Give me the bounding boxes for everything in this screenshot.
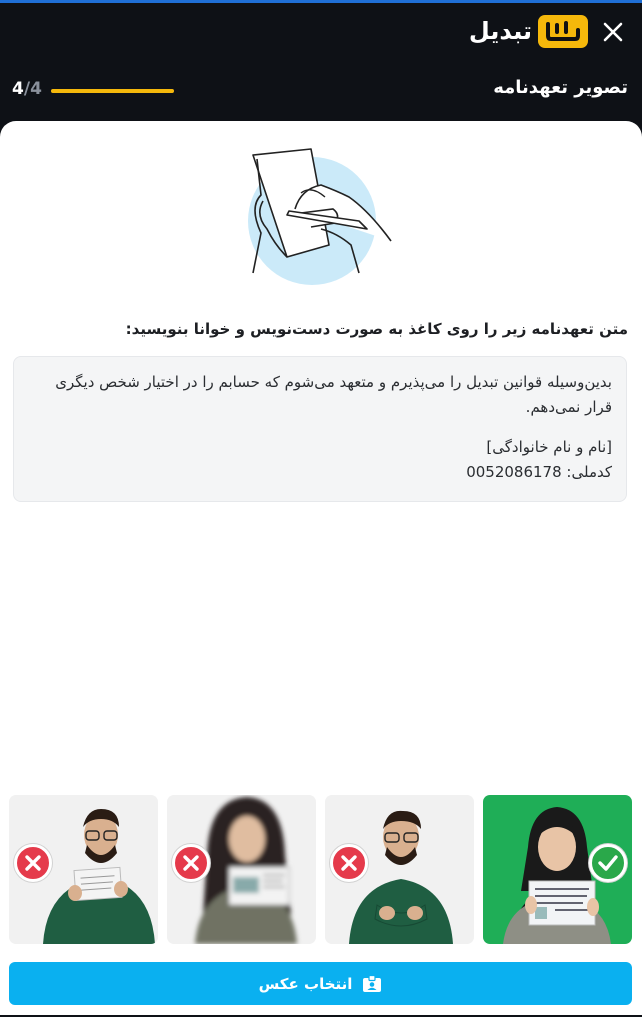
cross-icon — [172, 844, 210, 882]
handwriting-illustration — [241, 145, 401, 287]
progress-bar — [51, 89, 174, 93]
step-separator: / — [23, 79, 31, 99]
step-counter — [12, 79, 42, 99]
national-id-line — [28, 460, 612, 485]
id-card-icon — [362, 975, 382, 993]
progress-bar-fill — [51, 89, 174, 93]
close-icon — [603, 22, 623, 42]
cross-icon — [330, 844, 368, 882]
commitment-body: بدین‌وسیله قوانین تبدیل را می‌پذیرم و متعهد می‌شوم که حسابم را در اختیار شخص دیگری قرار نمی‌دهم. — [55, 373, 612, 416]
app-header — [0, 3, 642, 121]
national-id-label: کدملی: — [566, 463, 612, 481]
sample-photos — [9, 795, 633, 944]
page-title: تصویر تعهدنامه — [493, 77, 628, 98]
sample-photo-incorrect-no-paper — [325, 795, 474, 944]
sample-photo-incorrect-unreadable — [9, 795, 158, 944]
sample-photo-correct — [483, 795, 632, 944]
step-total: 4 — [30, 79, 42, 99]
content-sheet — [0, 121, 642, 1017]
close-button[interactable] — [596, 17, 630, 47]
sample-photo-incorrect-blurry — [167, 795, 316, 944]
name-placeholder: [نام و نام خانوادگی] — [486, 438, 612, 456]
instruction-text: متن تعهدنامه زیر را روی کاغذ به صورت دست‌نویس و خوانا بنویسید: — [125, 320, 628, 338]
brand-name: تبدیل — [468, 17, 532, 45]
pick-photo-button[interactable] — [9, 962, 632, 1005]
commitment-text-box — [13, 356, 627, 502]
pick-photo-label: انتخاب عکس — [258, 974, 353, 993]
national-id-value: 0052086178 — [466, 463, 562, 481]
check-icon — [589, 844, 627, 882]
cross-icon — [14, 844, 52, 882]
step-current: 4 — [12, 79, 24, 99]
brand — [469, 13, 588, 49]
tabdeal-logo-icon — [538, 15, 588, 48]
